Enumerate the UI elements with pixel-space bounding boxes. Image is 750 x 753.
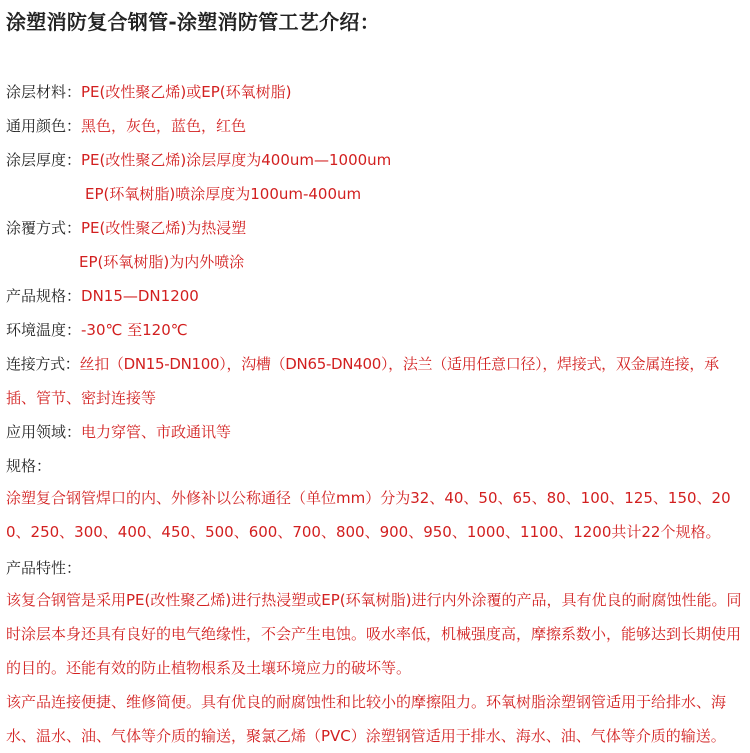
row-value: -30℃ 至120℃ <box>81 321 188 339</box>
features-paragraph-1: 该复合钢管是采用PE(改性聚乙烯)进行热浸塑或EP(环氧树脂)进行内外涂覆的产品，具有优良的耐腐蚀性能。同时涂层本身还具有良好的电气绝缘性，不会产生电蚀。吸水率低，机械强度高，摩擦系数小，能够达到长期使用的目的。还能有效的防止植物根系及土壤环境应力的破坏等。 <box>6 591 742 677</box>
row-label: 涂层材料： <box>6 83 82 101</box>
features-paragraph-2: 该产品连接便捷、维修简便。具有优良的耐腐蚀性和比较小的摩擦阻力。环氧树脂涂塑钢管适用于给排水、海水、温水、油、气体等介质的输送，聚氯乙烯（PVC）涂塑钢管适用于排水、海水、油、气体等介质的输送。 <box>6 693 727 745</box>
spec-row-temperature <box>6 319 188 341</box>
row-value: 插、管节、密封连接等 <box>6 389 157 407</box>
row-label: 涂层厚度： <box>6 151 82 169</box>
spec-row-application <box>6 421 231 443</box>
page-title: 涂塑消防复合钢管-涂塑消防管工艺介绍： <box>6 10 381 34</box>
spec-row-colors <box>6 115 246 137</box>
row-label: 产品规格： <box>6 287 82 305</box>
row-value: 电力穿管、市政通讯等 <box>81 423 232 441</box>
row-value: PE(改性聚乙烯)为热浸塑 <box>81 219 247 237</box>
row-value: EP(环氧树脂)喷涂厚度为100um-400um <box>85 185 362 203</box>
row-value: 黑色，灰色，蓝色，红色 <box>81 117 247 135</box>
spec-paragraph: 涂塑复合钢管焊口的内、外修补以公称通径（单位mm）分为32、40、50、65、80、100、125、150、200、250、300、400、450、500、600、700、800、900、950、1000、1100、1200共计22个规格。 <box>6 489 731 541</box>
row-label: 涂覆方式： <box>6 219 82 237</box>
row-value: PE(改性聚乙烯)或EP(环氧树脂) <box>81 83 292 101</box>
spec-row-thickness <box>6 149 391 171</box>
spec-row-coating-method <box>6 217 246 239</box>
features-heading: 产品特性： <box>6 559 82 577</box>
row-label: 连接方式： <box>6 355 80 373</box>
spec-row-connection-cont <box>6 387 156 409</box>
spec-row-product-spec <box>6 285 199 307</box>
row-label: 通用颜色： <box>6 117 82 135</box>
row-label: 应用领域： <box>6 423 82 441</box>
spec-row-coating-material <box>6 81 291 103</box>
row-value: EP(环氧树脂)为内外喷涂 <box>79 253 245 271</box>
row-value: DN15—DN1200 <box>81 287 199 305</box>
row-value: PE(改性聚乙烯)涂层厚度为400um—1000um <box>81 151 392 169</box>
spec-row-thickness-cont <box>6 183 361 205</box>
spec-row-connection <box>6 353 719 375</box>
spec-heading: 规格： <box>6 457 52 475</box>
row-label: 环境温度： <box>6 321 82 339</box>
spec-row-coating-method-cont <box>6 251 244 273</box>
row-value: 丝扣（DN15-DN100），沟槽（DN65-DN400），法兰（适用任意口径），焊接式，双金属连接，承 <box>79 355 719 373</box>
